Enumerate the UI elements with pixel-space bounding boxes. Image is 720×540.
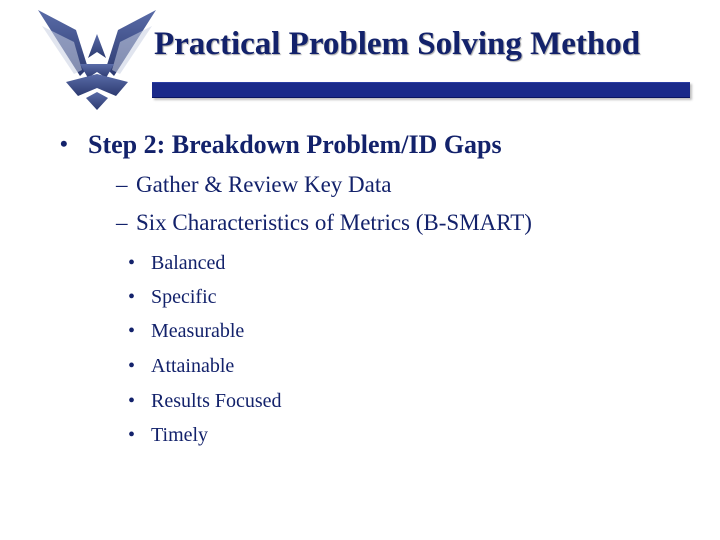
metric-text: Timely bbox=[151, 424, 209, 446]
bullet-dot-icon: • bbox=[128, 424, 136, 446]
metric-text: Attainable bbox=[151, 355, 235, 377]
metric-text: Results Focused bbox=[151, 390, 282, 412]
dash-icon: – bbox=[116, 210, 128, 235]
metric-item bbox=[128, 424, 208, 447]
slide-title: Practical Problem Solving Method bbox=[154, 26, 641, 62]
sub-point-item bbox=[116, 210, 532, 236]
dash-icon: – bbox=[116, 172, 128, 197]
metric-text: Measurable bbox=[151, 320, 245, 342]
sub-point-item bbox=[116, 172, 391, 198]
sub-point-text: Gather & Review Key Data bbox=[136, 172, 392, 197]
metric-text: Specific bbox=[151, 286, 217, 308]
bullet-dot-icon: • bbox=[128, 355, 136, 377]
bullet-dot-icon: • bbox=[128, 390, 136, 412]
metric-item bbox=[128, 390, 282, 413]
bullet-dot-icon: • bbox=[128, 320, 136, 342]
title-underline-bar bbox=[152, 82, 690, 98]
metric-text: Balanced bbox=[151, 252, 226, 274]
bullet-dot-icon: • bbox=[128, 252, 136, 274]
bullet-dot-icon: • bbox=[60, 131, 68, 156]
metric-item bbox=[128, 252, 225, 275]
metric-item bbox=[128, 286, 217, 309]
step-heading: Step 2: Breakdown Problem/ID Gaps bbox=[88, 130, 502, 159]
bullet-dot-icon: • bbox=[128, 286, 136, 308]
step-heading-item bbox=[60, 130, 502, 160]
sub-point-text: Six Characteristics of Metrics (B-SMART) bbox=[136, 210, 532, 235]
metric-item bbox=[128, 320, 244, 343]
air-force-wings-logo-icon bbox=[36, 8, 158, 112]
metric-item bbox=[128, 355, 234, 378]
